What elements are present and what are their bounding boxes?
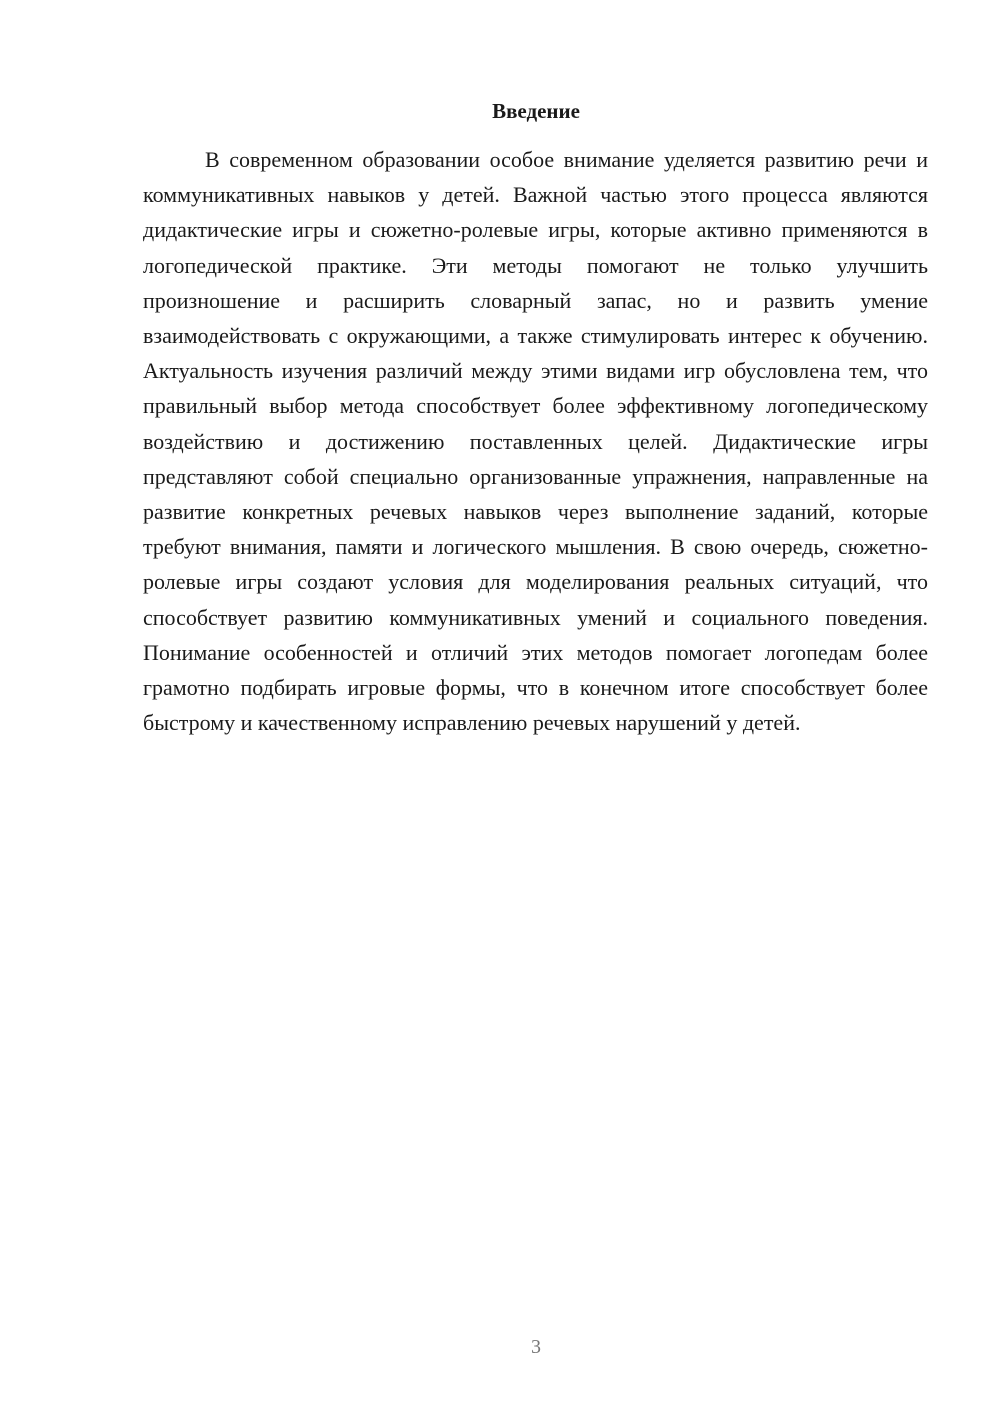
body-paragraph: В современном образовании особое внимание уделяется развитию речи и коммуникативных навыков у детей. Важной частью этого процесса являются дидактические игры и сюжетно-ролевые игры, которые активно применяются в логопедической практике. Эти методы помогают не только улучшить произношение и расширить словарный запас, но и развить умение взаимодействовать с окружающими, а также стимулировать интерес к обучению. Актуальность изучения различий между этими видами игр обусловлена тем, что правильный выбор метода способствует более эффективному логопедическому воздействию и достижению поставленных целей. Дидактические игры представляют собой специально организованные упражнения, направленные на развитие конкретных речевых навыков через выполнение заданий, которые требуют внимания, памяти и логического мышления. В свою очередь, сюжетно-ролевые игры создают условия для моделирования реальных ситуаций, что способствует развитию коммуникативных умений и социального поведения. Понимание особенностей и отличий этих методов помогает логопедам более грамотно подбирать игровые формы, что в конечном итоге способствует более быстрому и качественному исправлению речевых нарушений у детей.	[143, 147, 928, 736]
page-title: Введение	[492, 99, 580, 123]
page-number: 3	[531, 1336, 541, 1358]
